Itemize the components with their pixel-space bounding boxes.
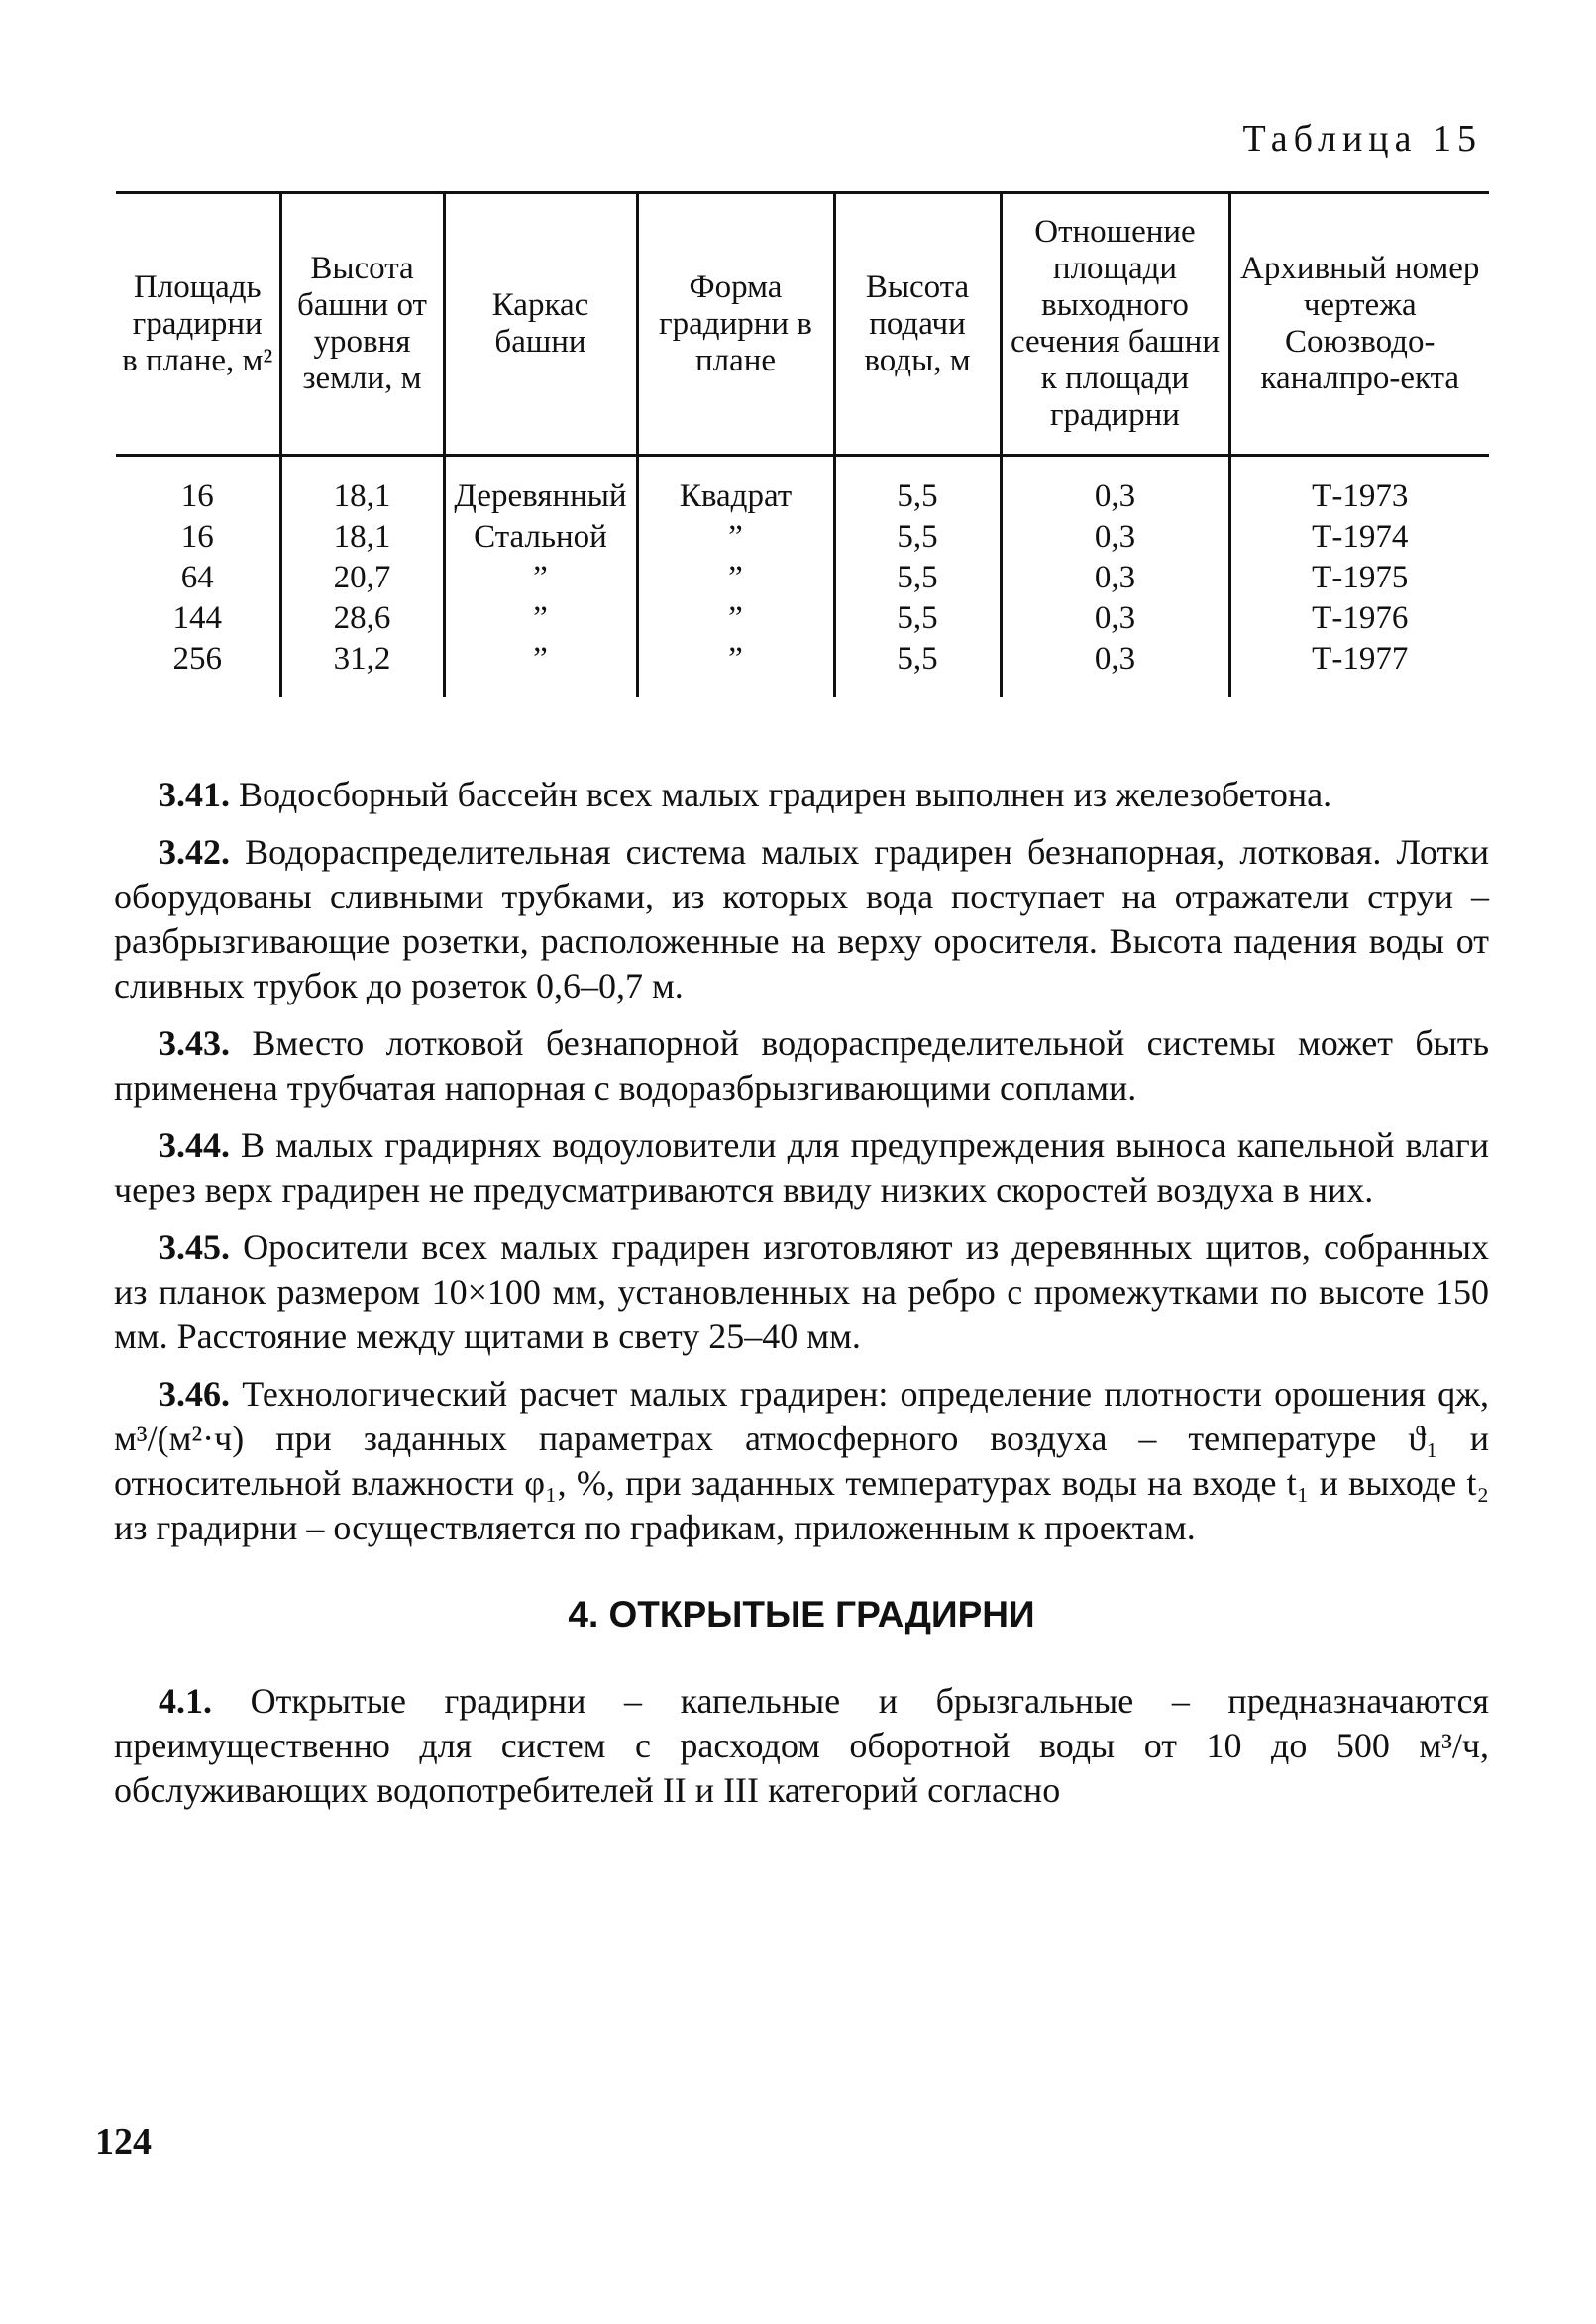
table-caption: Таблица 15 bbox=[1242, 118, 1482, 159]
table-cell: 0,3 bbox=[1001, 517, 1229, 558]
table-cell: 18,1 bbox=[280, 456, 444, 518]
table-cell: Стальной bbox=[444, 517, 637, 558]
table-cell: Т-1975 bbox=[1229, 558, 1489, 598]
page-number: 124 bbox=[95, 2121, 152, 2163]
table-cell: ” bbox=[637, 598, 834, 639]
table-header-row bbox=[116, 193, 1489, 456]
table-cell: 0,3 bbox=[1001, 598, 1229, 639]
table-cell: 64 bbox=[180, 560, 214, 595]
paragraph-number: 3.45. bbox=[159, 1227, 230, 1267]
table-cell: ” bbox=[637, 639, 834, 697]
paragraph-number: 3.42. bbox=[159, 832, 230, 872]
table-cell: 5,5 bbox=[834, 517, 1001, 558]
table-row bbox=[116, 639, 1489, 697]
paragraph-text: Водосборный бассейн всех малых градирен выполнен из железобетона. bbox=[230, 775, 1332, 814]
table-row bbox=[116, 456, 1489, 518]
header-cell-feed-height: Высота подачи воды, м bbox=[834, 193, 1001, 456]
table-cell: 28,6 bbox=[280, 598, 444, 639]
paragraph-number: 3.46. bbox=[159, 1374, 230, 1414]
table-cell: ” bbox=[637, 517, 834, 558]
table-cell: 5,5 bbox=[834, 639, 1001, 697]
paragraph-3-43 bbox=[114, 1021, 1489, 1110]
paragraph-text: Открытые градирни – капельные и брызгальные – предназначаются преимущественно для систем с расходом оборотной воды от 10 до 500 м³/ч, обслуживающих водопотребителей II и III категорий согласно bbox=[114, 1681, 1489, 1810]
paragraph-3-46 bbox=[114, 1372, 1489, 1550]
table-cell: 5,5 bbox=[834, 598, 1001, 639]
paragraph-number: 4.1. bbox=[159, 1681, 212, 1721]
paragraph-3-44 bbox=[114, 1123, 1489, 1213]
table-row bbox=[116, 558, 1489, 598]
table-cell: ” bbox=[444, 598, 637, 639]
table-cell: 0,3 bbox=[1001, 558, 1229, 598]
table-cell: 16 bbox=[180, 519, 214, 555]
table-cell: Т-1973 bbox=[1229, 456, 1489, 518]
paragraph-number: 3.41. bbox=[159, 775, 230, 814]
table-cell: ” bbox=[637, 558, 834, 598]
header-cell-area-ratio: Отношение площади выходного сечения башни к площади градирни bbox=[1001, 193, 1229, 456]
header-cell-shape: Форма градирни в плане bbox=[637, 193, 834, 456]
table-row bbox=[116, 598, 1489, 639]
table-cell: ” bbox=[444, 558, 637, 598]
table-cell: 20,7 bbox=[280, 558, 444, 598]
table-cell: 18,1 bbox=[280, 517, 444, 558]
table-cell: 5,5 bbox=[834, 456, 1001, 518]
paragraph-number: 3.43. bbox=[159, 1023, 230, 1063]
table-cell: 5,5 bbox=[834, 558, 1001, 598]
paragraph-text: В малых градирнях водоуловители для предупреждения выноса капельной влаги через верх градирен не предусматриваются ввиду низких скоростей воздуха в них. bbox=[114, 1125, 1489, 1210]
table-cell: 0,3 bbox=[1001, 639, 1229, 697]
header-cell-tower-height: Высота башни от уровня земли, м bbox=[280, 193, 444, 456]
table-cell: ” bbox=[444, 639, 637, 697]
paragraph-text: Оросители всех малых градирен изготовляют из деревянных щитов, собранных из планок размером 10×100 мм, установленных на ребро с промежутками по высоте 150 мм. Расстояние между щитами в свету 25–40 мм. bbox=[114, 1227, 1489, 1356]
paragraph-3-42 bbox=[114, 830, 1489, 1008]
paragraph-3-45 bbox=[114, 1225, 1489, 1359]
table-cell: 256 bbox=[172, 641, 222, 677]
table-cell: 31,2 bbox=[280, 639, 444, 697]
table-cell: 144 bbox=[172, 600, 222, 636]
paragraph-3-41 bbox=[114, 773, 1489, 817]
cooling-tower-table bbox=[116, 191, 1489, 697]
section-heading: 4. ОТКРЫТЫЕ ГРАДИРНИ bbox=[568, 1594, 1035, 1635]
table-cell: Т-1977 bbox=[1229, 639, 1489, 697]
paragraph-number: 3.44. bbox=[159, 1125, 230, 1165]
header-cell-archive-number: Архивный номер чертежа Союзводо-каналпро-екта bbox=[1229, 193, 1489, 456]
header-cell-area: Площадь градирни в плане, м² bbox=[116, 193, 280, 456]
body-text bbox=[114, 773, 1489, 1826]
paragraph-text: Водораспределительная система малых градирен безнапорная, лотковая. Лотки оборудованы сливными трубками, из которых вода поступает на отражатели струи – разбрызгивающие розетки, расположенные на верху оросителя. Высота падения воды от сливных трубок до розеток 0,6–0,7 м. bbox=[114, 832, 1489, 1005]
table-cell: Деревянный bbox=[444, 456, 637, 518]
table-row bbox=[116, 517, 1489, 558]
table-cell: Т-1976 bbox=[1229, 598, 1489, 639]
table-cell: 0,3 bbox=[1001, 456, 1229, 518]
paragraph-text: Технологический расчет малых градирен: определение плотности орошения qж, м³/(м²·ч) при заданных параметрах атмосферного воздуха – температуре ϑ₁ и относительной влажности φ₁, %, при заданных температурах воды на входе t₁ и выходе t₂ из градирни – осуществляется по графикам, приложенным к проектам. bbox=[114, 1374, 1489, 1547]
paragraph-4-1 bbox=[114, 1679, 1489, 1813]
paragraph-text: Вместо лотковой безнапорной водораспределительной системы может быть применена трубчатая напорная с водоразбрызгивающими соплами. bbox=[114, 1023, 1489, 1108]
table-cell: Т-1974 bbox=[1229, 517, 1489, 558]
table-cell: 16 bbox=[180, 478, 214, 514]
table-cell: Квадрат bbox=[637, 456, 834, 518]
header-cell-frame: Каркас башни bbox=[444, 193, 637, 456]
